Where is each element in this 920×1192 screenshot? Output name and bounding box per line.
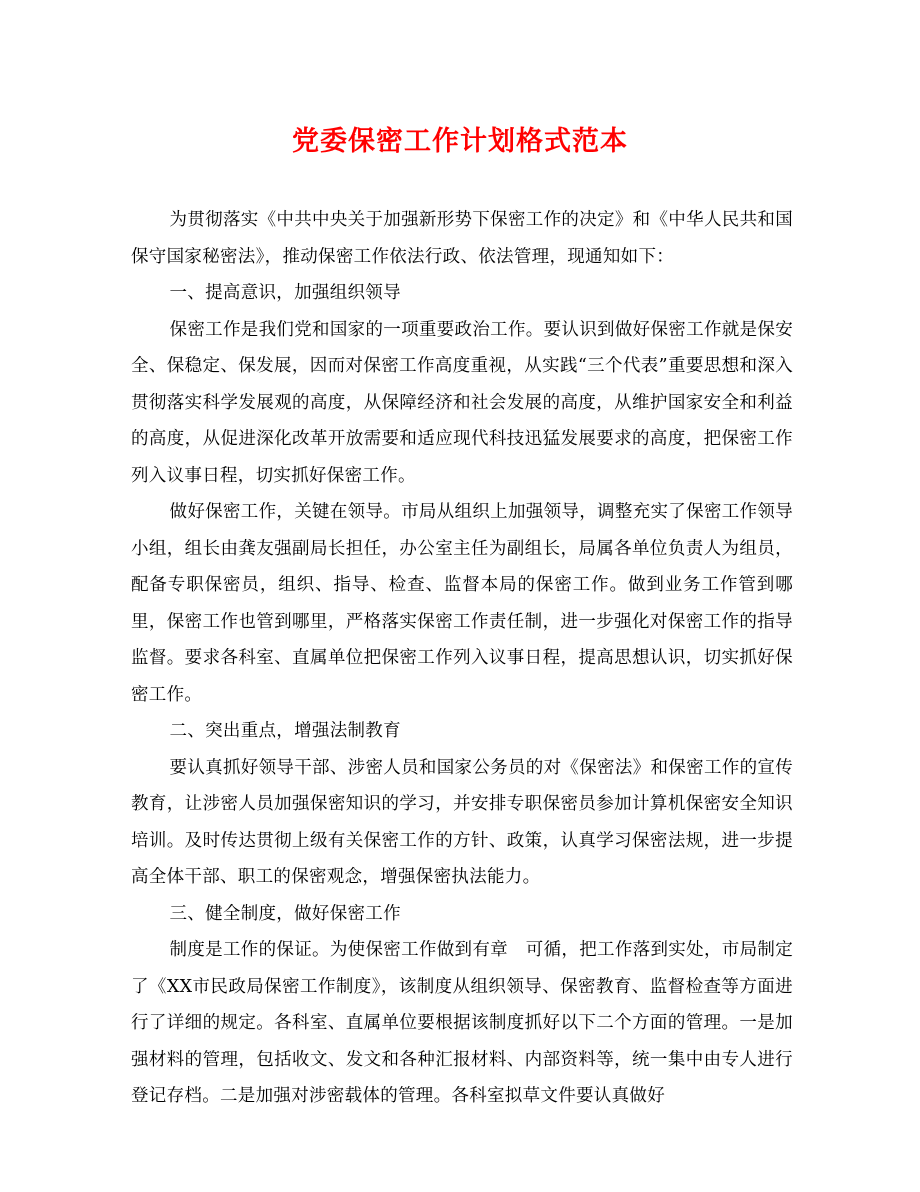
body-paragraph: 做好保密工作，关键在领导。市局从组织上加强领导，调整充实了保密工作领导小组，组长由龚友强副局长担任，办公室主任为副组长，局属各单位负责人为组员，配备专职保密员，组织、指导、检查、监督本局的保密工作。做到业务工作管到哪里，保密工作也管到哪里，严格落实保密工作责任制，进一步强化对保密工作的指导监督。要求各科室、直属单位把保密工作列入议事日程，提高思想认识，切实抓好保密工作。 <box>131 502 793 705</box>
document-body <box>131 202 793 1115</box>
body-paragraph: 保密工作是我们党和国家的一项重要政治工作。要认识到做好保密工作就是保安全、保稳定、保发展，因而对保密工作高度重视，从实践“三个代表”重要思想和深入贯彻落实科学发展观的高度，从保障经济和社会发展的高度，从维护国家安全和利益的高度，从促进深化改革开放需要和适应现代科技迅猛发展要求的高度，把保密工作列入议事日程，切实抓好保密工作。 <box>131 319 793 486</box>
intro-paragraph: 为贯彻落实《中共中央关于加强新形势下保密工作的决定》和《中华人民共和国保守国家秘密法》，推动保密工作依法行政、依法管理，现通知如下： <box>131 210 793 267</box>
section-heading-2: 二、突出重点，增强法制教育 <box>169 721 401 741</box>
body-paragraph: 制度是工作的保证。为使保密工作做到有章 可循，把工作落到实处，市局制定了《XX市民政局保密工作制度》，该制度从组织领导、保密教育、监督检查等方面进行了详细的规定。各科室、直属单位要根据该制度抓好以下二个方面的管理。一是加强材料的管理，包括收文、发文和各种汇报材料、内部资料等，统一集中由专人进行登记存档。二是加强对涉密载体的管理。各科室拟草文件要认真做好 <box>131 940 793 1106</box>
section-heading-3: 三、健全制度，做好保密工作 <box>169 903 401 924</box>
body-paragraph: 要认真抓好领导干部、涉密人员和国家公务员的对《保密法》和保密工作的宣传教育，让涉密人员加强保密知识的学习，并安排专职保密员参加计算机保密安全知识培训。及时传达贯彻上级有关保密工作的方针、政策，认真学习保密法规，进一步提高全体干部、职工的保密观念，增强保密执法能力。 <box>131 757 793 887</box>
section-heading-1: 一、提高意识，加强组织领导 <box>169 283 401 303</box>
document-title: 党委保密工作计划格式范本 <box>292 126 628 157</box>
